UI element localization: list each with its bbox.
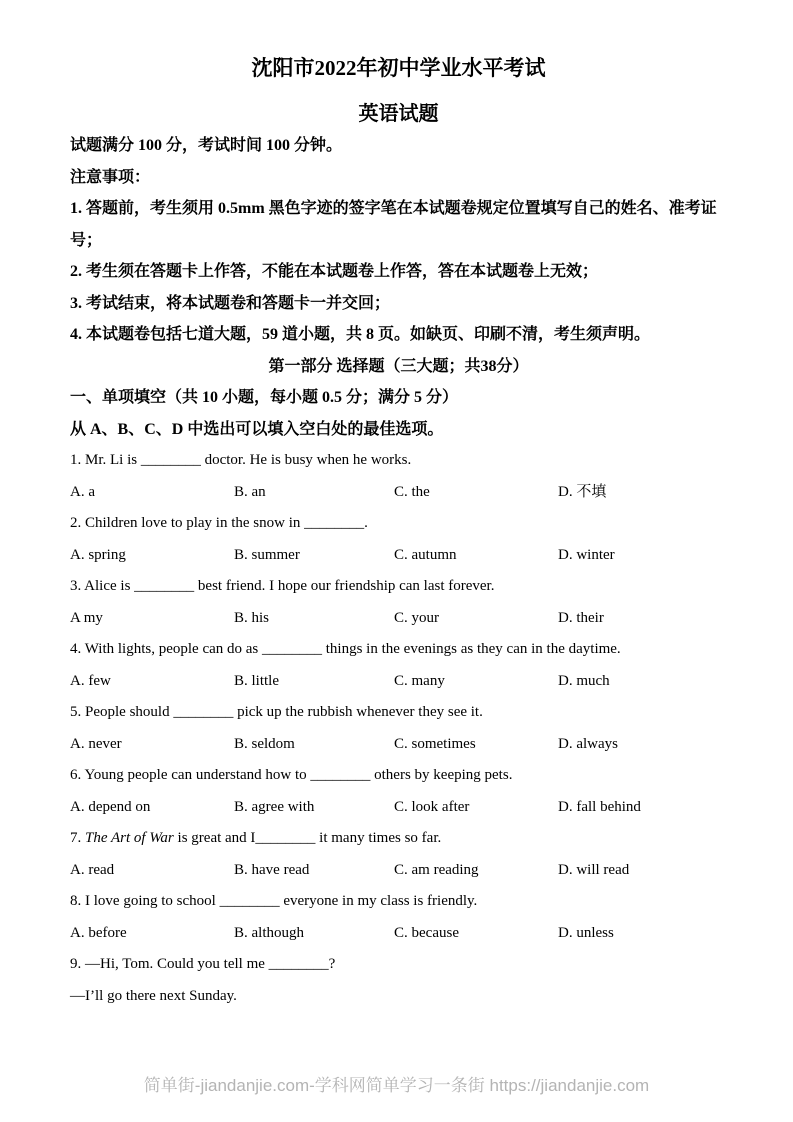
question-option: B. an <box>234 483 266 500</box>
question-stem <box>70 634 727 666</box>
question-option: D. their <box>558 609 604 626</box>
question-stem <box>70 571 727 603</box>
question-options <box>70 855 727 887</box>
notice-title: 注意事项： <box>70 168 151 186</box>
section-header: 第一部分 选择题（三大题；共38分） <box>268 357 529 375</box>
question-options <box>70 792 727 824</box>
question-stem-text: is great and I________ it many times so far. <box>173 830 442 846</box>
part-instruction: 从 A、B、C、D 中选出可以填入空白处的最佳选项。 <box>70 420 444 438</box>
question-stem-text: 8. I love going to school ________ everyone in my class is friendly. <box>70 893 478 909</box>
question-block <box>70 445 727 508</box>
notice-item: 2. 考生须在答题卡上作答，不能在本试题卷上作答，答在本试题卷上无效； <box>70 263 599 280</box>
notice-item: 3. 考试结束，将本试题卷和答题卡一并交回； <box>70 294 391 312</box>
question-block <box>70 886 727 949</box>
question-stem-text: 2. Children love to play in the snow in ________. <box>70 515 368 531</box>
question-block <box>70 571 727 634</box>
question-option: B. have read <box>234 861 310 878</box>
question-option: C. many <box>394 672 445 689</box>
question-block <box>70 949 727 1012</box>
question-stem-italic-text: The Art of War <box>85 830 174 846</box>
question-stem <box>70 445 727 477</box>
question-option: B. although <box>234 924 304 941</box>
question-option: B. summer <box>234 546 300 563</box>
question-stem <box>70 823 727 855</box>
question-stem <box>70 981 727 1013</box>
question-options <box>70 729 727 761</box>
question-block <box>70 697 727 760</box>
question-option: A. depend on <box>70 798 151 815</box>
question-option: A. a <box>70 483 95 500</box>
page-subtitle: 英语试题 <box>358 103 439 125</box>
question-option: A. spring <box>70 546 126 563</box>
question-option: C. look after <box>394 798 470 815</box>
question-stem <box>70 508 727 540</box>
question-option: D. much <box>558 672 610 689</box>
question-stem-text: 5. People should ________ pick up the rubbish whenever they see it. <box>70 704 483 720</box>
question-stem-text: 7. <box>70 830 85 846</box>
question-options <box>70 540 727 572</box>
question-option: B. little <box>234 672 279 689</box>
part-title: 一、单项填空（共 10 小题，每小题 0.5 分；满分 5 分） <box>70 389 459 406</box>
question-option: A. never <box>70 735 122 752</box>
question-option: D. unless <box>558 924 614 941</box>
question-option: A. few <box>70 672 111 689</box>
question-stem <box>70 949 727 981</box>
question-option: D. always <box>558 735 618 752</box>
question-option: C. your <box>394 609 439 626</box>
question-option: C. sometimes <box>394 735 476 752</box>
question-stem-text: 3. Alice is ________ best friend. I hope our friendship can last forever. <box>70 578 495 594</box>
question-block <box>70 634 727 697</box>
question-block <box>70 823 727 886</box>
notice-list <box>70 193 727 351</box>
question-options <box>70 666 727 698</box>
question-options <box>70 918 727 950</box>
question-stem-text: 6. Young people can understand how to ________ others by keeping pets. <box>70 767 513 783</box>
question-option: A. before <box>70 924 127 941</box>
question-option: B. seldom <box>234 735 295 752</box>
question-option: A my <box>70 609 103 626</box>
question-stem <box>70 886 727 918</box>
question-stem-text: 1. Mr. Li is ________ doctor. He is busy when he works. <box>70 452 412 468</box>
question-stem-text: 9. —Hi, Tom. Could you tell me ________? <box>70 956 336 972</box>
watermark-footer: 简单街-jiandanjie.com-学科网简单学习一条街 https://jiandanjie.com <box>143 1076 650 1095</box>
question-option: C. because <box>394 924 459 941</box>
question-option: C. am reading <box>394 861 479 878</box>
page-title: 沈阳市2022年初中学业水平考试 <box>251 56 546 80</box>
question-stem <box>70 697 727 729</box>
notice-item: 4. 本试题卷包括七道大题，59 道小题，共 8 页。如缺页、印刷不清，考生须声明。 <box>70 326 651 343</box>
question-option: B. agree with <box>234 798 315 815</box>
question-option: D. winter <box>558 546 615 563</box>
question-stem-text: —I’ll go there next Sunday. <box>70 987 237 1004</box>
question-option: C. the <box>394 483 430 500</box>
question-list <box>70 445 727 1012</box>
question-stem-text: 4. With lights, people can do as ________ things in the evenings as they can in the daytime. <box>70 641 621 657</box>
exam-info: 试题满分 100 分，考试时间 100 分钟。 <box>70 137 343 154</box>
question-option: D. will read <box>558 861 630 878</box>
question-stem <box>70 760 727 792</box>
question-option: B. his <box>234 609 270 626</box>
question-option: D. 不填 <box>558 483 607 500</box>
question-block <box>70 760 727 823</box>
notice-item: 1. 答题前，考生须用 0.5mm 黑色字迹的签字笔在本试题卷规定位置填写自己的姓名、准考证号； <box>70 200 717 249</box>
question-options <box>70 477 727 509</box>
question-options <box>70 603 727 635</box>
question-block <box>70 508 727 571</box>
question-option: A. read <box>70 861 115 878</box>
question-option: C. autumn <box>394 546 457 563</box>
question-option: D. fall behind <box>558 798 641 815</box>
